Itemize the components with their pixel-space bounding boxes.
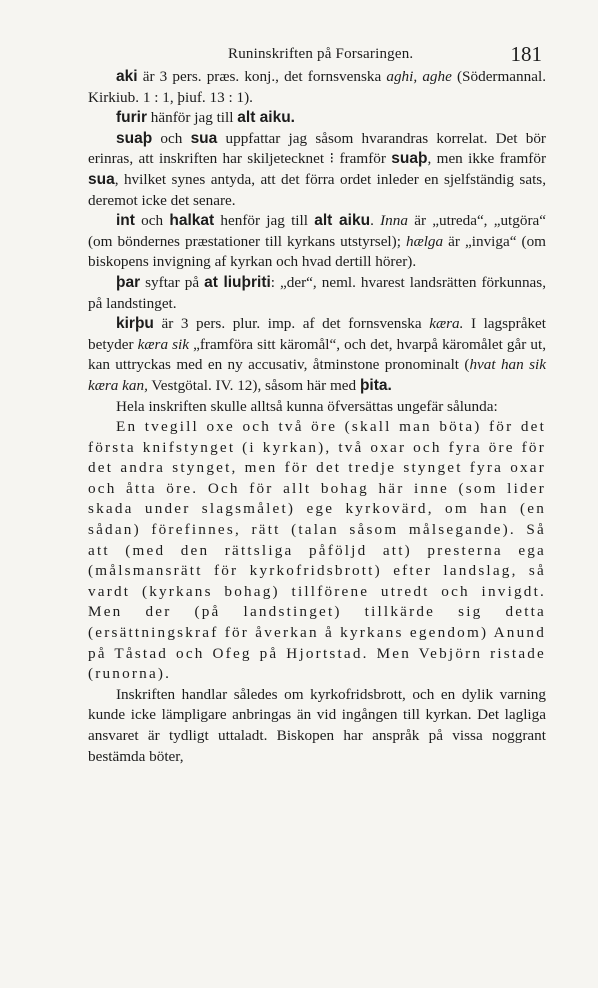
paragraph (88, 685, 546, 767)
text-segment: henför jag till (214, 212, 315, 230)
text-segment: Hela inskriften skulle alltså kunna öfversättas ungefär sålunda: (116, 397, 498, 415)
italic-term: hvat han sik kæra kan, (88, 356, 546, 394)
runic-transliteration: þar (116, 273, 141, 291)
paragraph (88, 108, 546, 129)
runic-transliteration: suaþ (116, 129, 153, 147)
runic-transliteration: furir (116, 109, 147, 127)
runic-transliteration: alt aiku. (237, 109, 295, 127)
runic-transliteration: kirþu (116, 315, 154, 333)
paragraph (88, 273, 546, 314)
running-header (88, 34, 542, 64)
text-segment: , men ikke framför (427, 150, 546, 168)
runic-transliteration: int (116, 212, 135, 230)
paragraph (88, 67, 546, 108)
paragraph (88, 397, 546, 418)
page-number: 181 (510, 42, 542, 66)
text-segment: och (134, 212, 170, 230)
text-segment: syftar på (140, 273, 205, 291)
text-segment: , hvilket synes antyda, att det förra ordet inleder en sjelfständig sats, deremot icke det senare. (88, 170, 546, 209)
runic-transliteration: suaþ (391, 150, 428, 168)
text-segment: (Södermannal. Kirkiub. 1 : 1, þiuf. 13 : 1). (88, 68, 546, 106)
text-segment: „framföra sitt käromål“, och det, hvarpå käromålet går ut, kan uttryckas med en ny accusativ, åtminstone pronominalt ( (88, 335, 546, 374)
runic-transliteration: halkat (169, 212, 215, 230)
text-segment: uppfattar jag såsom hvarandras korrelat. Det bör erinras, att inskriften har skiljetecknet ⁝ framför (88, 129, 546, 168)
runic-transliteration: aki (116, 68, 138, 85)
text-segment: Inskriften handlar således om kyrkofridsbrott, och en dylik varning kunde icke lämpligare anbringas än vid ingången till kyrkan. Det lagliga ansvaret är tydligt uttaladt. Biskopen har anspråk på vissa noggrant bestämda böter, (88, 685, 546, 765)
italic-term: aghi, aghe (386, 68, 452, 85)
runic-transliteration: þita. (359, 376, 392, 394)
italic-term: kæra sik (137, 335, 190, 353)
runic-transliteration: alt aiku (314, 212, 371, 230)
paragraph (88, 314, 546, 396)
paragraph (88, 211, 546, 273)
italic-term: kæra. (429, 315, 464, 333)
text-segment: hänför jag till (147, 109, 238, 127)
text-segment: I lagspråket betyder (88, 315, 547, 353)
italic-term: Inna (380, 212, 408, 230)
runic-transliteration: at liuþriti (204, 273, 271, 291)
paragraph (88, 417, 546, 685)
text-segment: är „utreda“, „utgöra“ (om böndernes præstationer till kyrkans utstyrsel); (88, 212, 546, 250)
runic-transliteration: sua (190, 129, 218, 147)
text-segment: är 3 pers. plur. imp. af det fornsvenska (153, 315, 430, 333)
runic-transliteration: sua (88, 170, 115, 188)
text-segment: Vestgötal. IV. 12), såsom här med (147, 376, 360, 394)
translation-text: En tvegill oxe och två öre (skall man böta) för det första knifstynget (i kyrkan), två oxar och fyra öre för det andra stynget, men för det tredje stynget fyra oxar och åtta öre. Och för allt bohag här inne (som lider skada under slagsmålet) ege kyrkovärd, om han (en sådan) förefinnes, rätt (talan såsom målsegande). Så att (med den rättsliga påföljd att) presterna ega (målsmansrätt för kyrkofridsbrott) efter landslag, så vardt (kyrkans bohag) tillförene utredt och invigdt. Men der (på landstinget) tillkärde sig detta (ersättningskraf för åverkan å kyrkans egendom) Anund på Tåstad och Ofeg på Hjortstad. Men Vebjörn ristade (runorna). (88, 418, 546, 683)
text-segment: är „inviga“ (om biskopens invigning af kyrkan och hvad dertill hörer). (88, 232, 546, 271)
paragraph (88, 129, 546, 211)
text-segment: : „der“, neml. hvarest landsrätten förkunnas, på landstinget. (88, 273, 546, 312)
body-text (88, 67, 546, 767)
running-title: Runinskriften på Forsaringen. (228, 46, 414, 62)
text-segment: . (370, 212, 381, 230)
text-segment: är 3 pers. præs. konj., det fornsvenska (137, 68, 387, 85)
text-segment: och (152, 129, 191, 147)
italic-term: hælga (405, 232, 444, 250)
